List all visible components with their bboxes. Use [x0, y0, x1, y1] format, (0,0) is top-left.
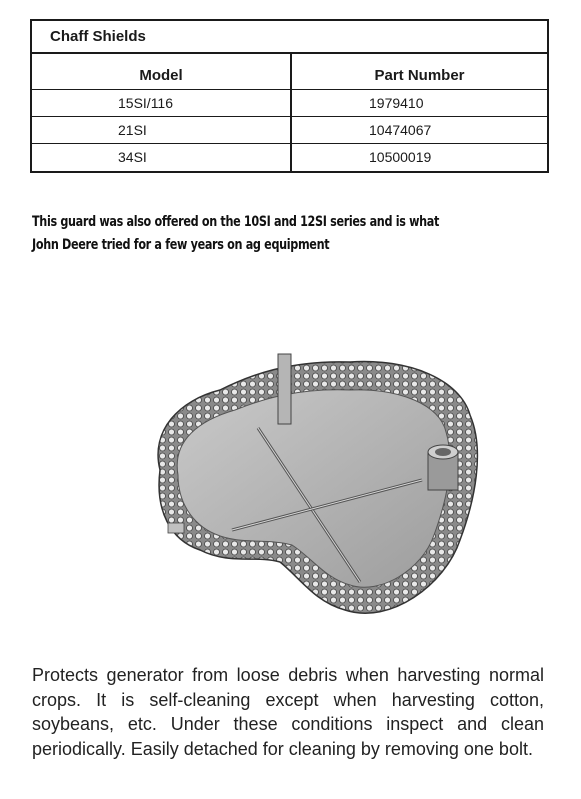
table-cell-part-number: 10474067 — [292, 117, 547, 144]
table-cell-model: 15SI/116 — [32, 90, 292, 117]
table-cell-model: 34SI — [32, 144, 292, 171]
column-header-model: Model — [32, 54, 292, 90]
table-cell-part-number: 10500019 — [369, 149, 432, 165]
table-cell-model: 21SI — [32, 117, 292, 144]
table-title: Chaff Shields — [32, 21, 547, 54]
table-grid — [32, 54, 547, 171]
chaff-shield-illustration — [140, 340, 518, 626]
table-cell-part-number: 1979410 — [292, 90, 547, 117]
chaff-shields-table — [30, 19, 549, 173]
guard-note: This guard was also offered on the 10SI and 12SI series and is what John Deere tried for a few years on ag equipment — [32, 214, 440, 253]
column-header-part-number: Part Number — [292, 54, 547, 90]
shield-description: Protects generator from loose debris when harvesting normal crops. It is self-cleaning except when harvesting cotton, soybeans, etc. Under these conditions inspect and clean periodically. Easily detached for cleaning by removing one bolt. — [32, 665, 544, 759]
